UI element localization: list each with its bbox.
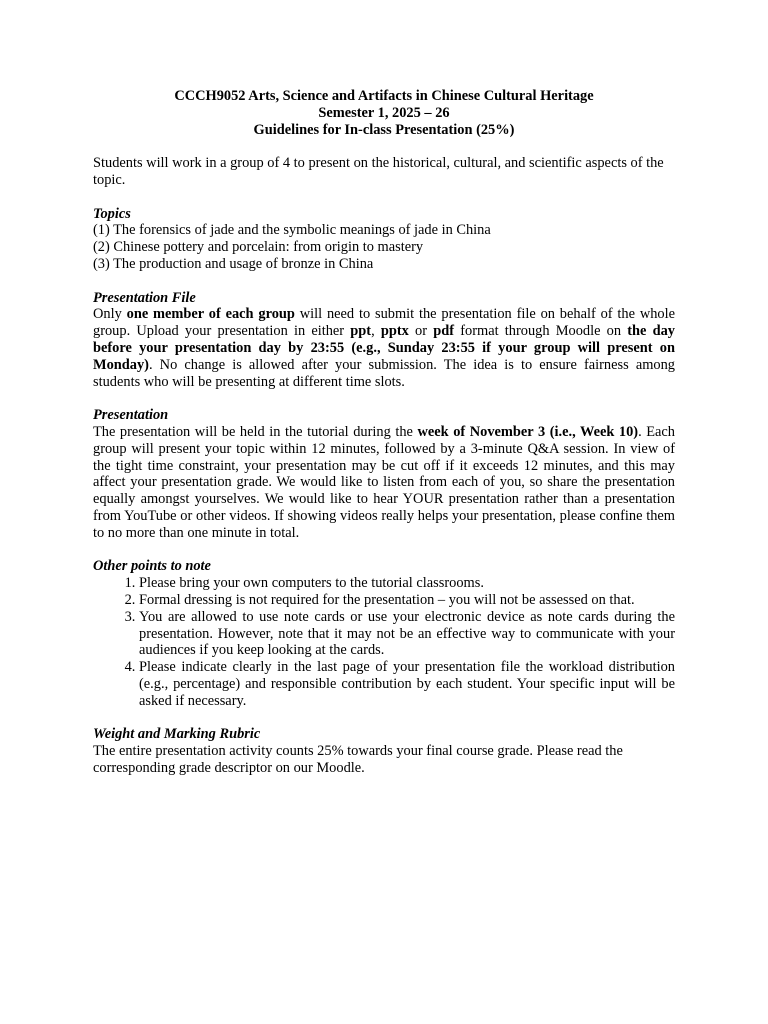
presentation-paragraph: The presentation will be held in the tutorial during the week of November 3 (i.e., Week 10). Each group will present your topic within 12 minutes, followed by a 3-minute Q&A session. In view of the tight time constraint, your presentation may be cut off if it exceeds 12 minutes, and this may affect your presentation grade. We would like to listen from each of you, so share the presentation equally amongst yourselves. We would like to hear YOUR presentation rather than a presentation from YouTube or other videos. If showing videos really helps your presentation, please confine them to no more than one minute in total. <box>93 423 675 541</box>
other-points-heading: Other points to note <box>93 558 211 575</box>
topics-section <box>93 206 675 273</box>
document-page <box>93 88 675 777</box>
emphasis-deadline: the day before your presentation day by 23:55 (e.g., Sunday 23:55 if your group will present on Monday) <box>93 323 675 373</box>
weight-heading: Weight and Marking Rubric <box>93 726 261 743</box>
list-item: 2. Formal dressing is not required for the presentation – you will not be assessed on that. <box>139 592 675 609</box>
topic-item-3: (3) The production and usage of bronze in China <box>93 255 374 272</box>
emphasis-pdf: pdf <box>433 323 455 340</box>
other-points-section <box>93 558 675 709</box>
list-item: 4. Please indicate clearly in the last page of your presentation file the workload distribution (e.g., percentage) and responsible contribution by each student. Your specific input will be asked if necessary. <box>139 659 675 709</box>
topic-item-1: (1) The forensics of jade and the symbolic meanings of jade in China <box>93 222 491 239</box>
presentation-file-heading: Presentation File <box>93 289 196 306</box>
semester-line: Semester 1, 2025 – 26 <box>318 104 450 121</box>
presentation-heading: Presentation <box>93 407 169 424</box>
weight-paragraph: The entire presentation activity counts 25% towards your final course grade. Please read the corresponding grade descriptor on our Moodle. <box>93 743 623 776</box>
presentation-section <box>93 407 675 541</box>
other-points-list <box>93 575 675 709</box>
presentation-file-paragraph: Only one member of each group will need to submit the presentation file on behalf of the whole group. Upload your presentation in either ppt, pptx or pdf format through Moodle on the day before your presentation day by 23:55 (e.g., Sunday 23:55 if your group will present on Monday). No change is allowed after your submission. The idea is to ensure fairness among students who will be presenting at different time slots. <box>93 306 675 390</box>
document-title: Guidelines for In-class Presentation (25%) <box>253 121 515 138</box>
document-header <box>93 88 675 138</box>
list-item: 1. Please bring your own computers to the tutorial classrooms. <box>139 575 675 592</box>
list-item: 3. You are allowed to use note cards or use your electronic device as note cards during the presentation. However, note that it may not be an effective way to communicate with your audiences if you keep looking at the cards. <box>139 609 675 659</box>
topics-heading: Topics <box>93 205 131 222</box>
course-title: CCCH9052 Arts, Science and Artifacts in Chinese Cultural Heritage <box>174 88 594 104</box>
weight-section <box>93 726 675 776</box>
intro-paragraph: Students will work in a group of 4 to present on the historical, cultural, and scientific aspects of the topic. <box>93 155 664 188</box>
emphasis-week: week of November 3 (i.e., Week 10) <box>417 423 639 440</box>
presentation-file-section <box>93 290 675 391</box>
topic-item-2: (2) Chinese pottery and porcelain: from origin to mastery <box>93 239 424 256</box>
emphasis-pptx: pptx <box>380 323 409 340</box>
emphasis-ppt: ppt <box>350 323 372 340</box>
emphasis-one-member: one member of each group <box>126 306 295 323</box>
